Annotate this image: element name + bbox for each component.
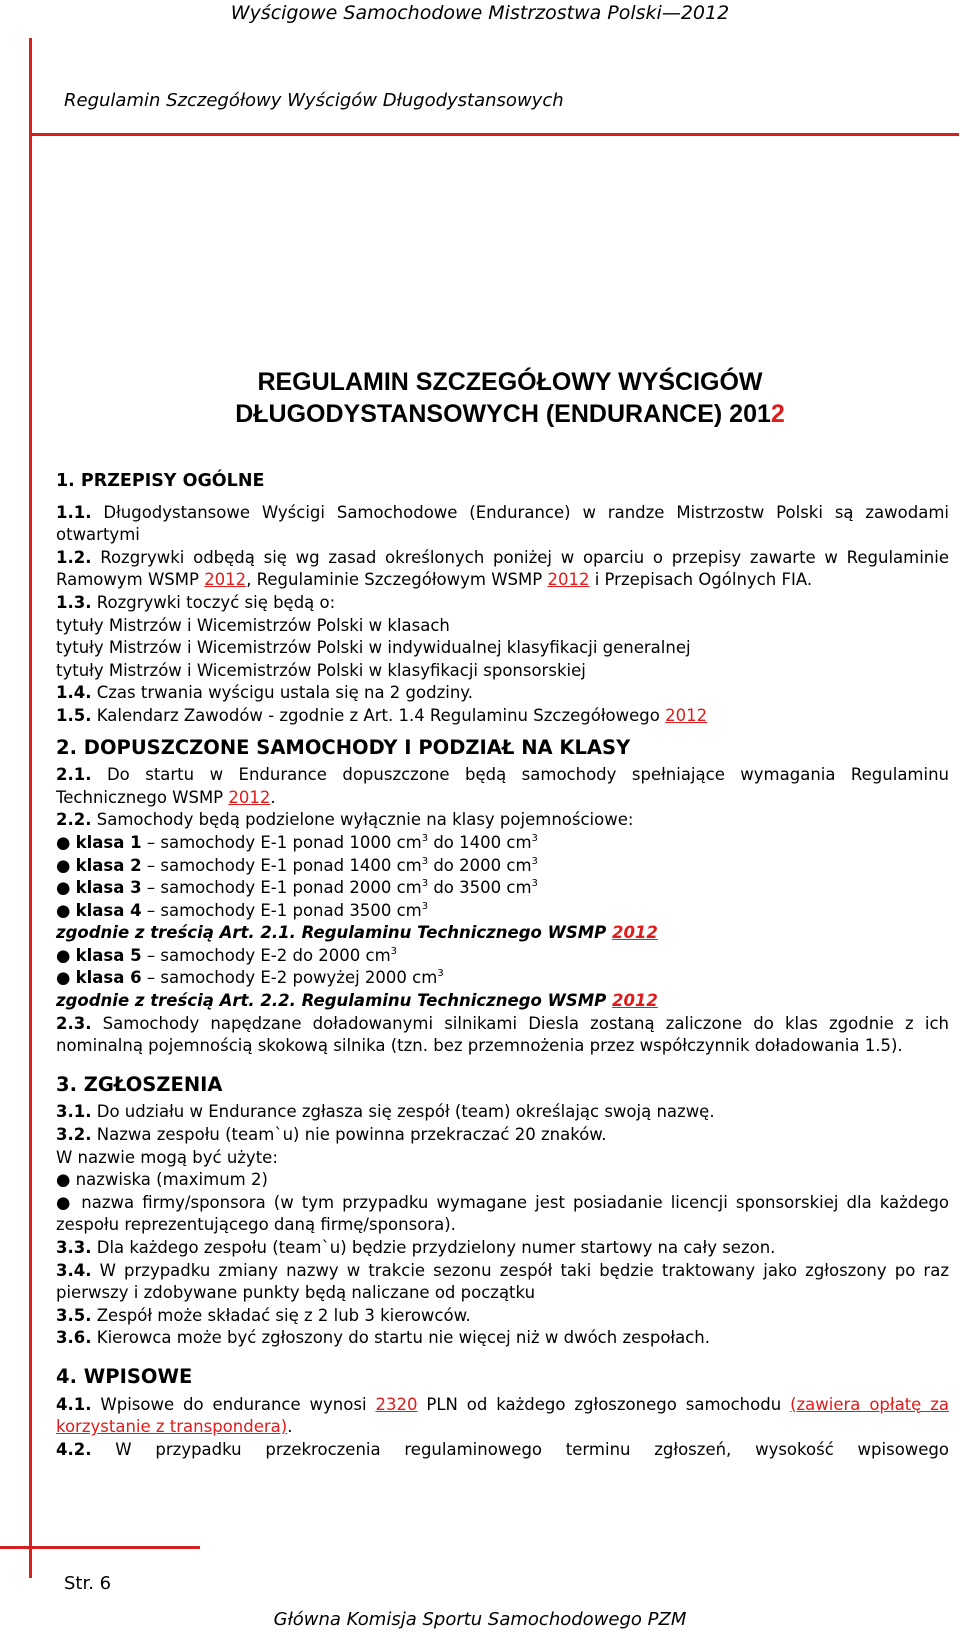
document-body	[56, 470, 949, 1461]
section-heading-3: 3. ZGŁOSZENIA	[56, 1072, 223, 1096]
header-title: Wyścigowe Samochodowe Mistrzostwa Polski—2012	[230, 2, 730, 24]
year-link[interactable]: 2012	[665, 705, 708, 725]
year-link[interactable]: 2012	[611, 991, 658, 1011]
paragraph-3-1: 3.1. Do udziału w Endurance zgłasza się zespół (team) określając swoją nazwę.	[56, 1102, 715, 1122]
conformity-note: zgodnie z treścią Art. 2.2. Regulaminu Technicznego WSMP 2012	[56, 991, 658, 1011]
paragraph-1-3: 1.3. Rozgrywki toczyć się będą o:	[56, 592, 336, 612]
page-number: Str. 6	[64, 1573, 112, 1594]
class-item: ● klasa 6 – samochody E-2 powyżej 2000 $cm^3$	[56, 968, 444, 988]
paragraph-1-4: 1.4. Czas trwania wyścigu ustala się na 2 godziny.	[56, 683, 473, 703]
paragraph-1-1: 1.1. Długodystansowe Wyścigi Samochodowe (Endurance) w randze Mistrzostw Polski są zawodami otwartymi	[56, 502, 949, 545]
paragraph-2-3: 2.3. Samochody napędzane doładowanymi silnikami Diesla zostaną zaliczone do klas zgodnie z ich nominalną pojemnością skokową silnika (tzn. bez przemnożenia przez współczynnik doładowania 1.5).	[56, 1013, 949, 1056]
footer-rule	[0, 1546, 200, 1549]
paragraph-3-3: 3.3. Dla każdego zespołu (team`u) będzie przydzielony numer startowy na cały sezon.	[56, 1238, 776, 1257]
year-link[interactable]: 2012	[611, 923, 658, 943]
bullet-item: ● nazwa firmy/sponsora (w tym przypadku wymagane jest posiadanie licencji sponsorskiej dla każdego zespołu reprezentującego daną firmę/sponsora).	[56, 1192, 949, 1235]
paragraph-3-6: 3.6. Kierowca może być zgłoszony do startu nie więcej niż w dwóch zespołach.	[56, 1328, 711, 1348]
year-link[interactable]: 2012	[204, 570, 247, 590]
year-link[interactable]: 2012	[547, 570, 590, 590]
document-title-line1: REGULAMIN SZCZEGÓŁOWY WYŚCIGÓW	[257, 368, 763, 396]
margin-rule	[29, 38, 32, 1578]
paragraph-3-5: 3.5. Zespół może składać się z 2 lub 3 kierowców.	[56, 1305, 471, 1325]
section-heading-2: 2. DOPUSZCZONE SAMOCHODY I PODZIAŁ NA KLASY	[56, 735, 631, 759]
paragraph-1-5: 1.5. Kalendarz Zawodów - zgodnie z Art. 1.4 Regulaminu Szczegółowego 2012	[56, 705, 708, 725]
header-subtitle: Regulamin Szczegółowy Wyścigów Długodystansowych	[64, 90, 564, 111]
class-item: ● klasa 3 – samochody E-1 ponad 2000 $cm^3$ do 3500 $cm^3$	[56, 878, 538, 898]
list-line: tytuły Mistrzów i Wicemistrzów Polski w klasyfikacji sponsorskiej	[56, 660, 586, 680]
paragraph-1-2: 1.2. Rozgrywki odbędą się wg zasad określonych poniżej w oparciu o przepisy zawarte w Regulaminie Ramowym WSMP 2012, Regulaminie Szczegółowym WSMP 2012 i Przepisach Ogólnych FIA.	[56, 547, 950, 590]
paragraph-2-2: 2.2. Samochody będą podzielone wyłącznie na klasy pojemnościowe:	[56, 810, 634, 830]
transponder-link[interactable]: (zawiera opłatę za korzystanie z transpondera)	[56, 1394, 949, 1437]
conformity-note: zgodnie z treścią Art. 2.1. Regulaminu Technicznego WSMP 2012	[56, 923, 658, 943]
section-heading-1: 1. PRZEPISY OGÓLNE	[56, 471, 265, 491]
class-item: ● klasa 2 – samochody E-1 ponad 1400 $cm^3$ do 2000 $cm^3$	[56, 855, 538, 875]
list-intro: W nazwie mogą być użyte:	[56, 1147, 278, 1167]
paragraph-4-2: 4.2. W przypadku przekroczenia regulaminowego terminu zgłoszeń, wysokość wpisowego	[56, 1439, 950, 1459]
year-link[interactable]: 2012	[228, 787, 271, 807]
document-title-line2: DŁUGODYSTANSOWYCH (ENDURANCE) 2012	[235, 400, 785, 428]
class-item: ● klasa 5 – samochody E-2 do 2000 $cm^3$	[56, 945, 398, 965]
class-item: ● klasa 4 – samochody E-1 ponad 3500 $cm^3$	[56, 900, 429, 920]
list-line: tytuły Mistrzów i Wicemistrzów Polski w klasach	[56, 615, 450, 635]
fee-link[interactable]: 2320	[375, 1394, 418, 1414]
class-item: ● klasa 1 – samochody E-1 ponad 1000 $cm^3$ do 1400 $cm^3$	[56, 832, 538, 852]
paragraph-3-2: 3.2. Nazwa zespołu (team`u) nie powinna przekraczać 20 znaków.	[56, 1125, 607, 1145]
list-line: tytuły Mistrzów i Wicemistrzów Polski w indywidualnej klasyfikacji generalnej	[56, 638, 691, 658]
paragraph-4-1: 4.1. Wpisowe do endurance wynosi 2320 PLN od każdego zgłoszonego samochodu (zawiera opłatę za korzystanie z transpondera).	[56, 1394, 949, 1437]
section-heading-4: 4. WPISOWE	[56, 1364, 193, 1388]
paragraph-3-4: 3.4. W przypadku zmiany nazwy w trakcie sezonu zespół taki będzie traktowany jako zgłoszony po raz pierwszy i zdobywane punkty będą naliczane od początku	[56, 1260, 949, 1303]
footer-organization: Główna Komisja Sportu Samochodowego PZM	[273, 1609, 687, 1630]
header-rule	[29, 133, 959, 136]
paragraph-2-1: 2.1. Do startu w Endurance dopuszczone będą samochody spełniające wymagania Regulaminu Technicznego WSMP 2012.	[56, 765, 950, 807]
bullet-item: ● nazwiska (maximum 2)	[56, 1170, 268, 1190]
